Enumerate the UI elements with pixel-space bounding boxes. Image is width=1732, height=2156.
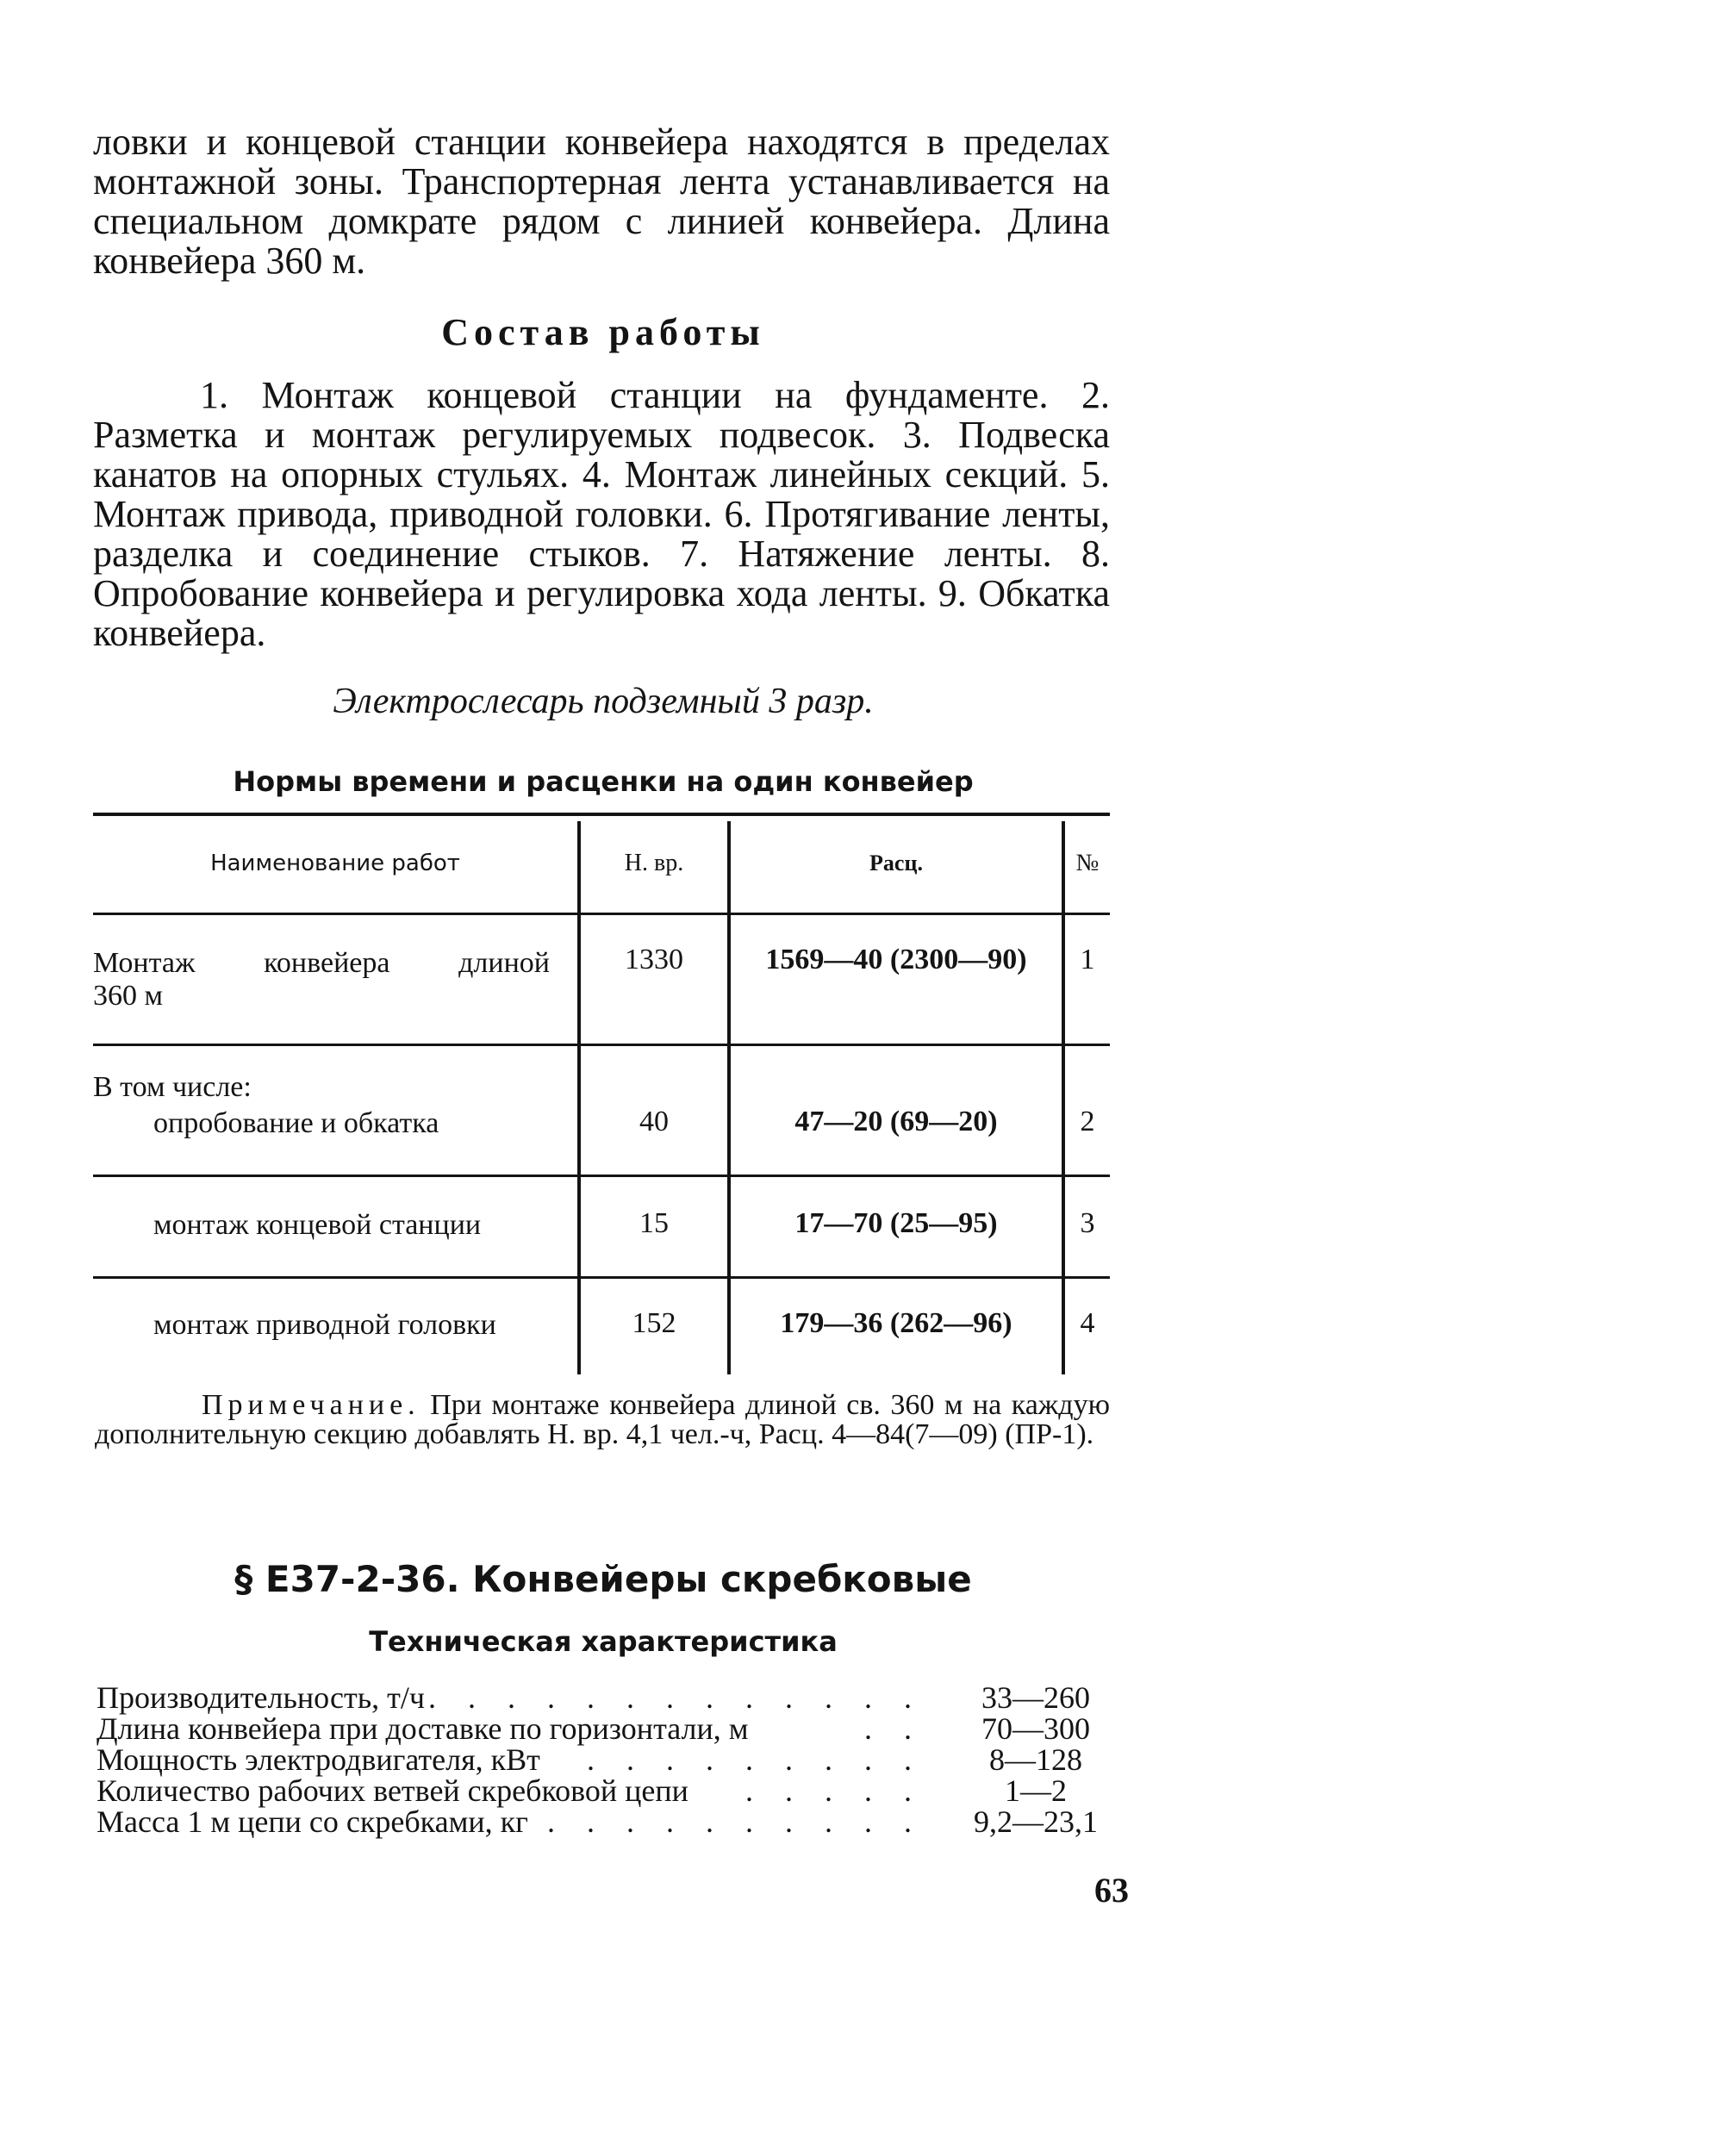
table-top-rule bbox=[93, 813, 1110, 816]
norms-table bbox=[93, 813, 1110, 1378]
spec-row bbox=[97, 1773, 1113, 1808]
row2-no: 2 bbox=[1080, 1106, 1095, 1137]
header-time: Н. вр. bbox=[624, 850, 684, 876]
spec-dots: . . . . . . . . . bbox=[587, 1742, 924, 1777]
table-column-rule bbox=[1062, 821, 1065, 1374]
spec-value: 1—2 bbox=[1005, 1773, 1067, 1808]
spec-dots: . . bbox=[864, 1711, 924, 1746]
spec-label: Масса 1 м цепи со скребками, кг bbox=[97, 1804, 528, 1839]
spec-value: 8—128 bbox=[989, 1742, 1082, 1777]
worker-grade: Электрослесарь подземный 3 разр. bbox=[333, 682, 874, 721]
header-rate: Расц. bbox=[869, 851, 923, 875]
spec-row bbox=[97, 1742, 1113, 1777]
table-column-rule bbox=[577, 821, 581, 1374]
row2-time: 40 bbox=[639, 1106, 669, 1137]
row4-time: 152 bbox=[632, 1307, 676, 1339]
spec-dots: . . . . . . . . . . bbox=[547, 1804, 924, 1839]
row1-name-line2: 360 м bbox=[93, 980, 164, 1012]
spec-row bbox=[97, 1804, 1113, 1839]
row3-no: 3 bbox=[1080, 1207, 1095, 1239]
row2-prefix: В том числе: bbox=[93, 1071, 252, 1103]
spec-value: 70—300 bbox=[981, 1711, 1090, 1746]
row2-name: опробование и обкатка bbox=[153, 1107, 439, 1139]
spec-dots: . . . . . . . . . . . . . bbox=[428, 1680, 924, 1715]
row1-no: 1 bbox=[1080, 944, 1095, 975]
table-note bbox=[95, 1391, 1110, 1449]
spec-label: Длина конвейера при доставке по горизонтали, м bbox=[97, 1711, 749, 1746]
spec-title: Техническая характеристика bbox=[369, 1625, 838, 1658]
table-header-rule bbox=[93, 913, 1110, 915]
table-row-rule bbox=[93, 1276, 1110, 1279]
table-row-rule bbox=[93, 1044, 1110, 1046]
spec-row bbox=[97, 1680, 1113, 1715]
table-row-rule bbox=[93, 1175, 1110, 1177]
spec-label: Количество рабочих ветвей скребковой цепи bbox=[97, 1773, 688, 1808]
spec-value: 33—260 bbox=[981, 1680, 1090, 1715]
header-name: Наименование работ bbox=[210, 851, 460, 876]
section-title: § Е37-2-36. Конвейеры скребковые bbox=[234, 1558, 972, 1600]
spec-row bbox=[97, 1711, 1113, 1746]
spec-value: 9,2—23,1 bbox=[974, 1804, 1098, 1839]
row1-name-line1: Монтаж конвейера длиной bbox=[93, 947, 550, 979]
table-column-rule bbox=[727, 821, 731, 1374]
table-title: Нормы времени и расценки на один конвейер bbox=[233, 765, 974, 798]
row3-rate: 17—70 (25—95) bbox=[794, 1207, 998, 1239]
row1-time: 1330 bbox=[625, 944, 683, 975]
row4-no: 4 bbox=[1080, 1307, 1095, 1339]
work-heading: Состав работы bbox=[441, 311, 765, 353]
row4-name: монтаж приводной головки bbox=[153, 1309, 496, 1341]
header-no: № bbox=[1075, 850, 1100, 876]
row1-rate: 1569—40 (2300—90) bbox=[765, 944, 1027, 975]
intro-paragraph: ловки и концевой станции конвейера находятся в пределах монтажной зоны. Транспортерная лента устанавливается на специальном домкрате рядом с линией конвейера. Длина конвейера 360 м. bbox=[93, 121, 1110, 282]
spec-label: Производительность, т/ч bbox=[97, 1680, 426, 1715]
note-label: Примечание. bbox=[202, 1389, 421, 1421]
spec-dots: . . . . . bbox=[745, 1773, 924, 1808]
row4-rate: 179—36 (262—96) bbox=[780, 1307, 1012, 1339]
row3-name: монтаж концевой станции bbox=[153, 1209, 482, 1241]
spec-label: Мощность электродвигателя, кВт bbox=[97, 1742, 540, 1777]
work-paragraph: 1. Монтаж концевой станции на фундаменте. 2. Разметка и монтаж регулируемых подвесок. 3. Подвеска канатов на опорных стульях. 4. Монтаж линейных секций. 5. Монтаж привода, приводной головки. 6. Протягивание ленты, разделка и соединение стыков. 7. Натяжение ленты. 8. Опробование конвейера и регулировка хода ленты. 9. Обкатка конвейера. bbox=[93, 374, 1110, 654]
row3-time: 15 bbox=[639, 1207, 669, 1239]
page-number: 63 bbox=[1094, 1871, 1129, 1910]
note-text: При монтаже конвейера длиной св. 360 м на каждую дополнительную секцию добавлять Н. вр. 4,1 чел.-ч, Расц. 4—84(7—09) (ПР-1). bbox=[95, 1389, 1110, 1450]
row2-rate: 47—20 (69—20) bbox=[794, 1106, 998, 1137]
